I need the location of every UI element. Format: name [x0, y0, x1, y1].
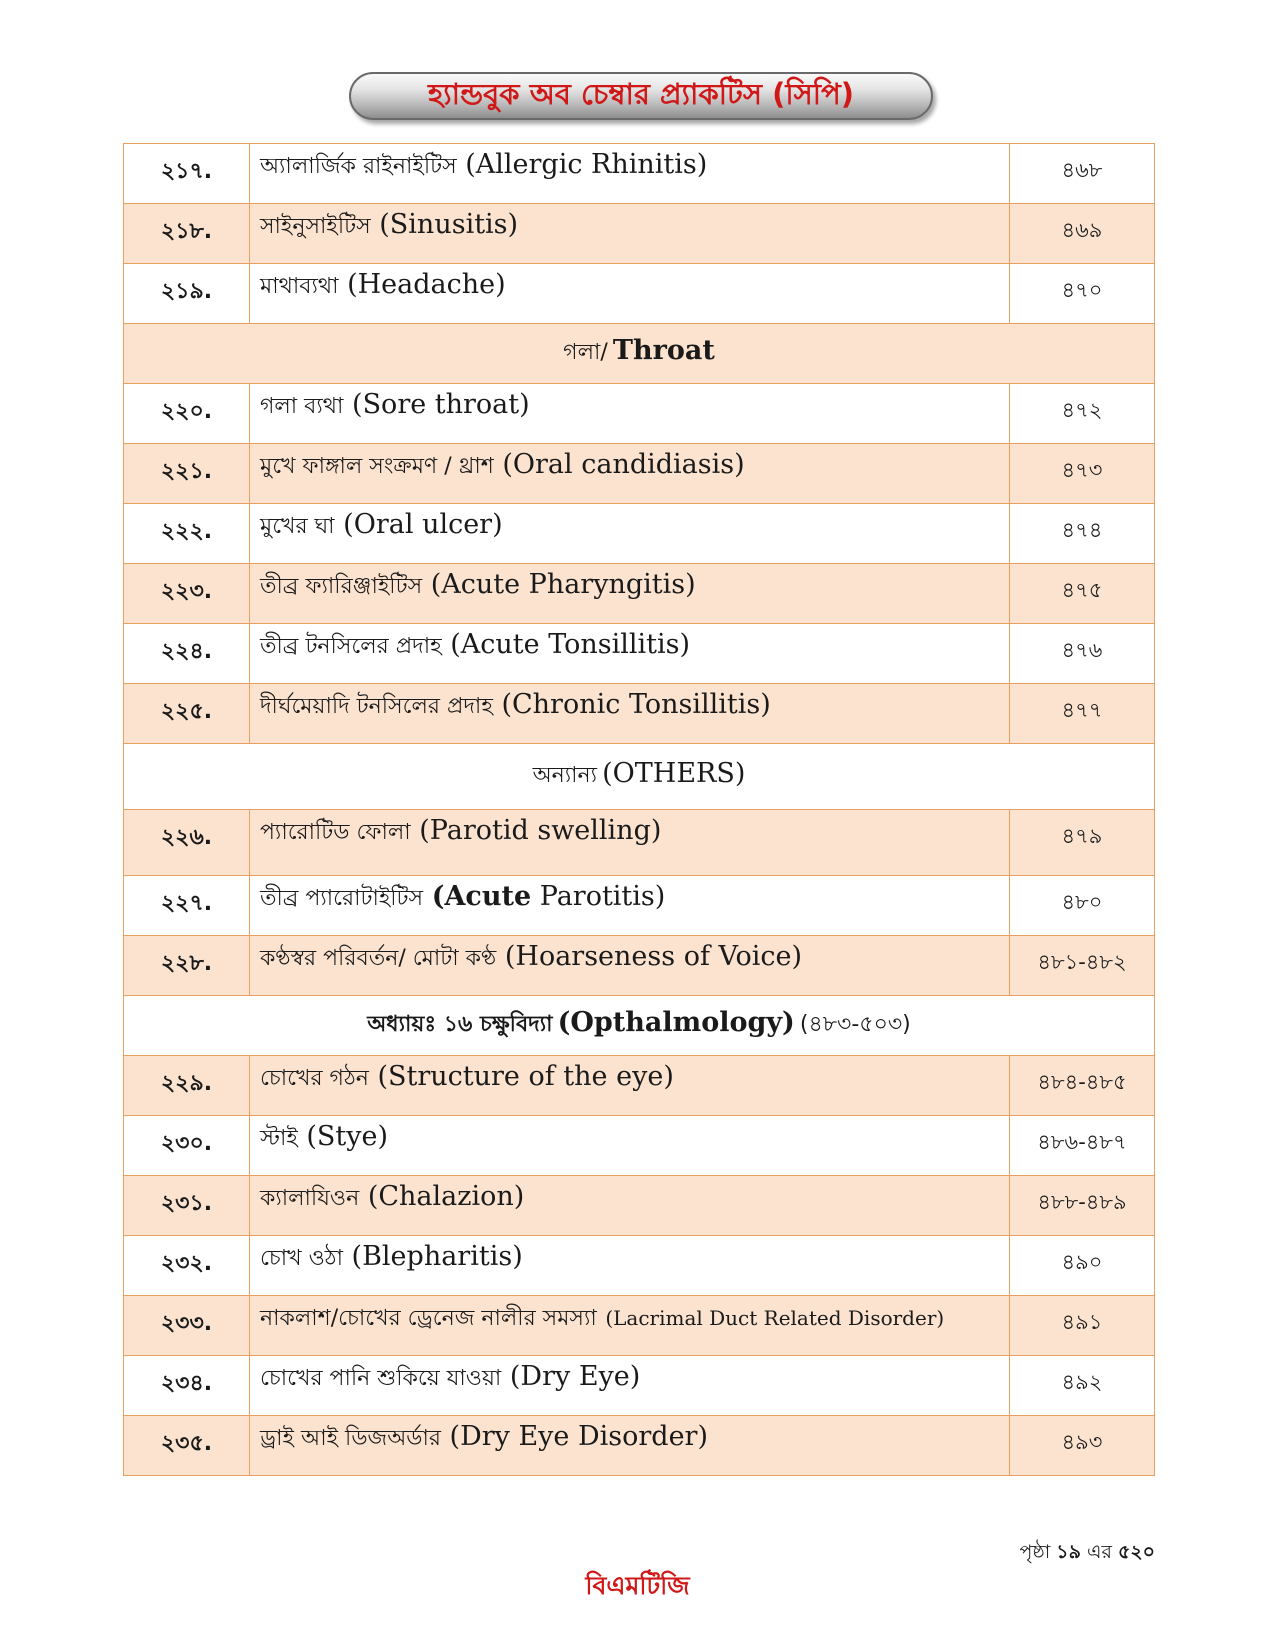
entry-title-english: (Oral ulcer)	[343, 509, 503, 540]
entry-title-english: (Hoarseness of Voice)	[504, 941, 803, 972]
page-total: ৫২০	[1117, 1541, 1155, 1563]
footer-brand: বিএমটিজি	[585, 1571, 690, 1600]
entry-title	[250, 1056, 1010, 1116]
toc-row	[124, 264, 1155, 324]
entry-page: ৪৭৬	[1010, 624, 1155, 684]
entry-page: ৪৭৯	[1010, 810, 1155, 876]
section-header-row	[124, 996, 1155, 1056]
page-current: ১৯	[1056, 1541, 1081, 1563]
entry-title-english: (Acute Tonsillitis)	[450, 629, 691, 660]
entry-title-english: (Dry Eye Disorder)	[449, 1421, 708, 1452]
entry-page: ৪৯৩	[1010, 1416, 1155, 1476]
entry-page: ৪৮৬-৪৮৭	[1010, 1116, 1155, 1176]
entry-title-bangla: প্যারোটিড ফোলা	[260, 820, 411, 845]
toc-row	[124, 444, 1155, 504]
entry-page: ৪৭০	[1010, 264, 1155, 324]
entry-number: ২৩৩.	[124, 1296, 250, 1356]
entry-title-english: (Headache)	[347, 269, 506, 300]
toc-row	[124, 144, 1155, 204]
section-header	[124, 324, 1155, 384]
entry-page: ৪৭৩	[1010, 444, 1155, 504]
section-title-bangla: অধ্যায়ঃ ১৬ চক্ষুবিদ্যা	[367, 1012, 553, 1037]
entry-title-english: (Chronic Tonsillitis)	[501, 689, 771, 720]
entry-title-bangla: দীর্ঘমেয়াদি টনসিলের প্রদাহ	[260, 694, 493, 719]
entry-page: ৪৯২	[1010, 1356, 1155, 1416]
toc-row	[124, 1056, 1155, 1116]
entry-title-bangla: নাকলাশ/চোখের ড্রেনেজ নালীর সমস্যা	[260, 1306, 597, 1331]
entry-page: ৪৬৯	[1010, 204, 1155, 264]
entry-number: ২২৬.	[124, 810, 250, 876]
entry-title	[250, 264, 1010, 324]
entry-title	[250, 1416, 1010, 1476]
entry-title-bangla: মাথাব্যথা	[260, 274, 339, 299]
entry-title	[250, 1236, 1010, 1296]
toc-row	[124, 384, 1155, 444]
entry-page: ৪৭৭	[1010, 684, 1155, 744]
entry-title	[250, 1356, 1010, 1416]
entry-title-bangla: স্টাই	[260, 1126, 298, 1151]
toc-row	[124, 1356, 1155, 1416]
entry-title-bangla: অ্যালার্জিক রাইনাইটিস	[260, 154, 457, 179]
entry-number: ২৩২.	[124, 1236, 250, 1296]
entry-title-english: (Parotid swelling)	[419, 815, 662, 846]
entry-title-english: (Sinusitis)	[379, 209, 519, 240]
entry-title-bangla: ড্রাই আই ডিজঅর্ডার	[260, 1426, 441, 1451]
entry-page: ৪৭২	[1010, 384, 1155, 444]
entry-title-english: (Stye)	[306, 1121, 389, 1152]
toc-row	[124, 684, 1155, 744]
entry-title	[250, 384, 1010, 444]
entry-number: ২২৪.	[124, 624, 250, 684]
entry-number: ২২৭.	[124, 876, 250, 936]
toc-row	[124, 1176, 1155, 1236]
entry-number: ২১৯.	[124, 264, 250, 324]
entry-number: ২৩১.	[124, 1176, 250, 1236]
entry-title-bangla: মুখের ঘা	[260, 514, 335, 539]
section-title-english: (OTHERS)	[602, 758, 746, 789]
entry-title-english: (Lacrimal Duct Related Disorder)	[605, 1306, 945, 1330]
toc-row	[124, 876, 1155, 936]
entry-title	[250, 204, 1010, 264]
entry-title-bangla: তীব্র প্যারোটাইটিস	[260, 886, 424, 911]
entry-number: ২২২.	[124, 504, 250, 564]
toc-row	[124, 1416, 1155, 1476]
entry-page: ৪৮৪-৪৮৫	[1010, 1056, 1155, 1116]
entry-title	[250, 1116, 1010, 1176]
entry-title	[250, 684, 1010, 744]
entry-title-english: (Oral candidiasis)	[502, 449, 745, 480]
toc-row	[124, 1296, 1155, 1356]
entry-title-bangla: চোখের গঠন	[260, 1066, 369, 1091]
entry-number: ২৩৫.	[124, 1416, 250, 1476]
section-header-row	[124, 324, 1155, 384]
entry-title-english: (Structure of the eye)	[377, 1061, 674, 1092]
entry-number: ২২১.	[124, 444, 250, 504]
document-title-banner	[349, 72, 933, 120]
entry-title-bangla: ক্যালাযিওন	[260, 1186, 360, 1211]
entry-title	[250, 936, 1010, 996]
page-prefix: পৃষ্ঠা	[1019, 1541, 1051, 1563]
entry-title-bangla: তীব্র ফ্যারিঞ্জাইটিস	[260, 574, 423, 599]
entry-title-english: (Chalazion)	[367, 1181, 525, 1212]
entry-title	[250, 1296, 1010, 1356]
toc-row	[124, 204, 1155, 264]
entry-page: ৪৯১	[1010, 1296, 1155, 1356]
entry-number: ২২৯.	[124, 1056, 250, 1116]
entry-title-bangla: চোখের পানি শুকিয়ে যাওয়া	[260, 1366, 502, 1391]
entry-title-english: (Acute Pharyngitis)	[430, 569, 696, 600]
toc-row	[124, 1116, 1155, 1176]
toc-row	[124, 624, 1155, 684]
entry-title-bangla: সাইনুসাইটিস	[260, 214, 371, 239]
entry-title-bangla: মুখে ফাঙ্গাল সংক্রমণ / থ্রাশ	[260, 454, 494, 479]
entry-number: ২২৮.	[124, 936, 250, 996]
entry-title	[250, 876, 1010, 936]
entry-page: ৪৯০	[1010, 1236, 1155, 1296]
entry-number: ২১৮.	[124, 204, 250, 264]
entry-title-english: (Allergic Rhinitis)	[465, 149, 708, 180]
section-header	[124, 996, 1155, 1056]
entry-page: ৪৮১-৪৮২	[1010, 936, 1155, 996]
section-title-bangla: গলা/	[563, 340, 608, 365]
entry-page: ৪৮০	[1010, 876, 1155, 936]
entry-title	[250, 564, 1010, 624]
entry-page: ৪৮৮-৪৮৯	[1010, 1176, 1155, 1236]
entry-number: ২২৩.	[124, 564, 250, 624]
section-title-english: (Opthalmology)	[557, 1007, 795, 1038]
entry-number: ২১৭.	[124, 144, 250, 204]
entry-title-english-bold: (Acute	[431, 881, 532, 912]
entry-number: ২৩৪.	[124, 1356, 250, 1416]
table-of-contents	[123, 143, 1155, 1476]
entry-number: ২৩০.	[124, 1116, 250, 1176]
toc-row	[124, 936, 1155, 996]
toc-row	[124, 564, 1155, 624]
entry-title	[250, 1176, 1010, 1236]
entry-title	[250, 504, 1010, 564]
entry-title	[250, 810, 1010, 876]
entry-page: ৪৭৫	[1010, 564, 1155, 624]
entry-title	[250, 624, 1010, 684]
entry-title-english: Parotitis)	[539, 881, 666, 912]
entry-title	[250, 144, 1010, 204]
entry-title-english: (Sore throat)	[352, 389, 530, 420]
document-title: হ্যান্ডবুক অব চেম্বার প্র্যাকটিস (সিপি)	[427, 76, 855, 111]
entry-title-bangla: গলা ব্যথা	[260, 394, 344, 419]
entry-number: ২২৫.	[124, 684, 250, 744]
section-header	[124, 744, 1155, 810]
section-title-bangla: অন্যান্য	[532, 763, 598, 788]
entry-title-english: (Blepharitis)	[351, 1241, 523, 1272]
entry-title-bangla: কণ্ঠস্বর পরিবর্তন/ মোটা কণ্ঠ	[260, 946, 497, 971]
entry-page: ৪৬৮	[1010, 144, 1155, 204]
entry-page: ৪৭৪	[1010, 504, 1155, 564]
section-title-english: Throat	[612, 335, 715, 366]
entry-title	[250, 444, 1010, 504]
entry-title-bangla: তীব্র টনসিলের প্রদাহ	[260, 634, 442, 659]
toc-row	[124, 504, 1155, 564]
page-mid: এর	[1087, 1541, 1112, 1563]
toc-row	[124, 810, 1155, 876]
section-page-range: (৪৮৩-৫০৩)	[799, 1012, 911, 1037]
entry-title-english: (Dry Eye)	[509, 1361, 641, 1392]
entry-number: ২২০.	[124, 384, 250, 444]
entry-title-bangla: চোখ ওঠা	[260, 1246, 343, 1271]
section-header-row	[124, 744, 1155, 810]
toc-row	[124, 1236, 1155, 1296]
